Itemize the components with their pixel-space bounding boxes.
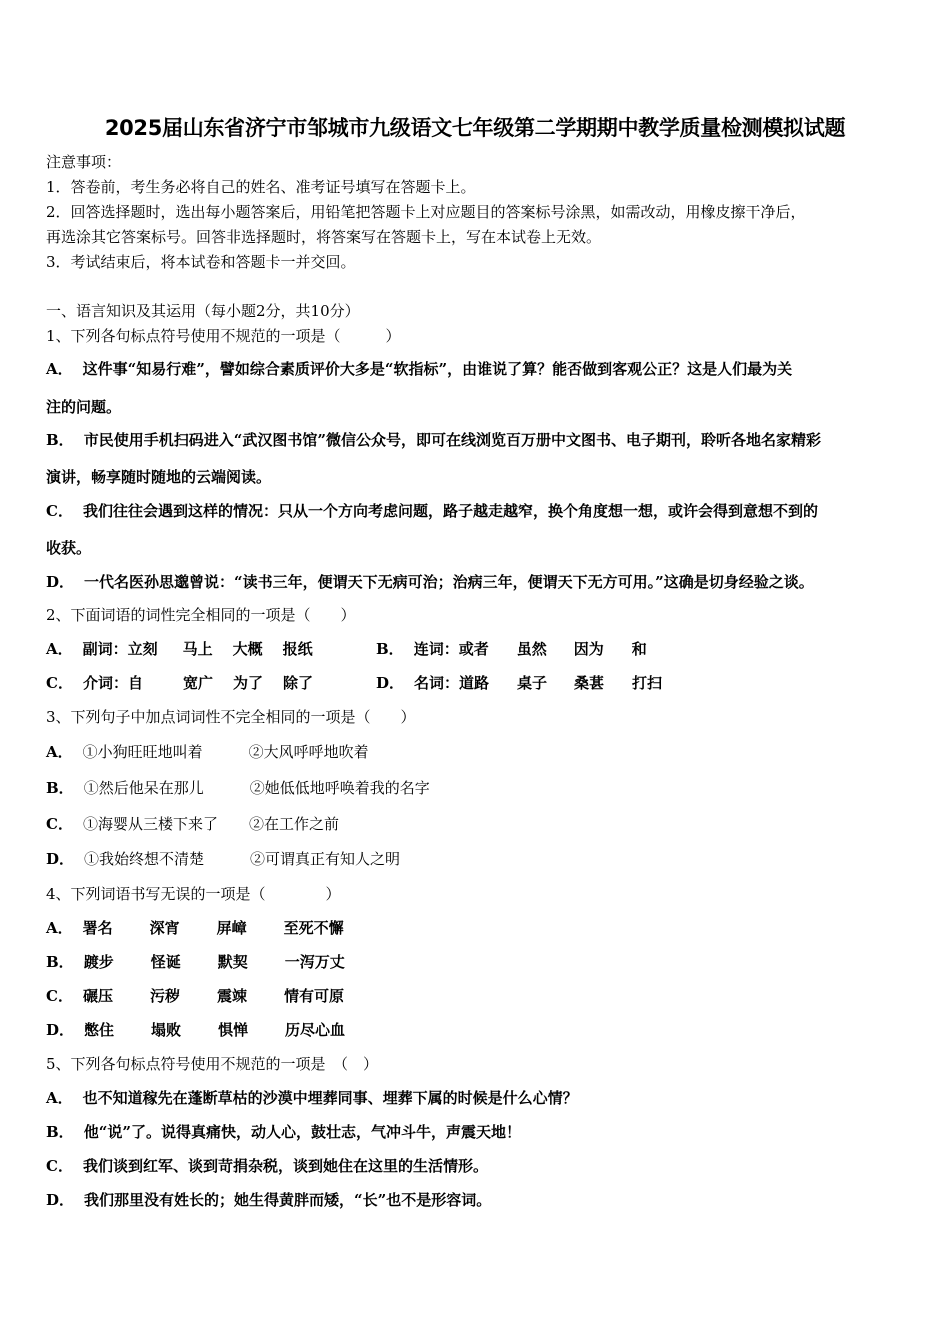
word: 马上 (182, 640, 213, 658)
option-label: B． (46, 779, 74, 797)
word: 塌败 (151, 1021, 182, 1039)
option-label: A． (46, 640, 73, 658)
q4-option-a (46, 918, 344, 938)
word: 和 (631, 640, 647, 658)
option-label: B． (46, 431, 74, 449)
word: 震竦 (216, 987, 247, 1005)
q3-option-d (46, 849, 400, 869)
option-label: C． (46, 674, 73, 692)
q5-option-b-text: 他“说”了。说得真痛快，动人心，鼓壮志，气冲斗牛，声震天地！ (83, 1123, 521, 1141)
word: 深宵 (149, 919, 180, 937)
q5-option-c (46, 1156, 488, 1176)
q5-option-a (46, 1088, 578, 1108)
word: 名词：道路 (414, 674, 490, 692)
q5-option-b (46, 1122, 521, 1142)
option-label: D． (46, 1191, 75, 1209)
word: 踱步 (83, 953, 114, 971)
word: 虽然 (516, 640, 547, 658)
word: 桌子 (517, 674, 548, 692)
q4-option-b (46, 952, 345, 972)
q1-option-d (46, 572, 814, 592)
word: 情有可原 (283, 987, 344, 1005)
option-label: D． (46, 1021, 75, 1039)
word: 惧惮 (218, 1021, 249, 1039)
q5-option-d-text: 我们那里没有姓长的；她生得黄胖而矮，“长”也不是形容词。 (84, 1191, 492, 1209)
notice-item-2-cont: 再选涂其它答案标号。回答非选择题时，将答案写在答题卡上，写在本试卷上无效。 (46, 228, 602, 246)
option-label: D． (46, 573, 75, 591)
sentence: ①然后他呆在那儿 (83, 779, 204, 797)
word: 碾压 (82, 987, 113, 1005)
word: 为了 (232, 674, 263, 692)
option-label: C． (46, 815, 73, 833)
option-label: A． (46, 919, 73, 937)
word: 历尽心血 (285, 1021, 346, 1039)
q1-option-a-cont: 注的问题。 (46, 398, 122, 416)
q1-option-a (46, 359, 792, 379)
word: 默契 (217, 953, 248, 971)
q3-option-a (46, 742, 369, 762)
q5-option-a-text: 也不知道稼先在蓬断草枯的沙漠中埋葬同事、埋葬下属的时候是什么心情？ (82, 1089, 578, 1107)
option-label: A． (46, 360, 73, 378)
q2-option-b (376, 639, 647, 659)
q1-option-b (46, 430, 821, 450)
word: 至死不懈 (283, 919, 344, 937)
q3-stem: 3、下列句子中加点词词性不完全相同的一项是（ ） (46, 708, 416, 726)
q1-option-b-text: 市民使用手机扫码进入“武汉图书馆”微信公众号，即可在线浏览百万册中文图书、电子期刊，聆听各地名家精彩 (83, 431, 821, 449)
sentence: ①我始终想不清楚 (84, 850, 205, 868)
word: 桑葚 (574, 674, 605, 692)
word: 大概 (232, 640, 263, 658)
q1-option-d-text: 一代名医孙思邈曾说：“读书三年，便谓天下无病可治；治病三年，便谓天下无方可用。”这确是切身经验之谈。 (84, 573, 814, 591)
word: 污秽 (149, 987, 180, 1005)
word: 打扫 (632, 674, 663, 692)
notice-item-3: 3．考试结束后，将本试卷和答题卡一并交回。 (46, 253, 356, 271)
option-label: B． (46, 1123, 74, 1141)
notice-item-2: 2．回答选择题时，选出每小题答案后，用铅笔把答题卡上对应题目的答案标号涂黑，如需改动，用橡皮擦干净后， (46, 203, 806, 221)
q4-stem: 4、下列词语书写无误的一项是（ ） (46, 885, 341, 903)
option-label: D． (376, 674, 405, 692)
q5-stem: 5、下列各句标点符号使用不规范的一项是 （ ） (46, 1055, 379, 1073)
word: 副词：立刻 (82, 640, 158, 658)
word: 一泻万丈 (284, 953, 345, 971)
sentence: ②她低低地呼唤着我的名字 (249, 779, 430, 797)
word: 怪诞 (150, 953, 181, 971)
word: 连词：或者 (413, 640, 489, 658)
q2-stem: 2、下面词语的词性完全相同的一项是（ ） (46, 606, 356, 624)
q3-option-b (46, 778, 430, 798)
option-label: D． (46, 850, 75, 868)
sentence: ①海婴从三楼下来了 (82, 815, 218, 833)
sentence: ②在工作之前 (248, 815, 339, 833)
option-label: B． (376, 640, 404, 658)
sentence: ①小狗旺旺地叫着 (82, 743, 203, 761)
sentence: ②可谓真正有知人之明 (250, 850, 401, 868)
notice-heading: 注意事项： (46, 153, 122, 171)
word: 宽广 (182, 674, 213, 692)
q1-option-c-text: 我们往往会遇到这样的情况：只从一个方向考虑问题，路子越走越窄，换个角度想一想，或许会得到意想不到的 (82, 502, 818, 520)
q1-option-c (46, 501, 818, 521)
q1-option-b-cont: 演讲，畅享随时随地的云端阅读。 (46, 468, 272, 486)
q1-option-c-cont: 收获。 (46, 539, 92, 557)
q2-option-d (376, 673, 662, 693)
q2-option-a (46, 639, 313, 659)
option-label: C． (46, 502, 73, 520)
q4-option-d (46, 1020, 345, 1040)
option-label: C． (46, 987, 73, 1005)
option-label: A． (46, 743, 73, 761)
section-heading: 一、语言知识及其运用（每小题2分，共10分） (46, 302, 360, 320)
word: 屏嶂 (216, 919, 247, 937)
q4-option-c (46, 986, 344, 1006)
word: 报纸 (282, 640, 313, 658)
word: 除了 (282, 674, 313, 692)
q5-option-d (46, 1190, 491, 1210)
page-title: 2025届山东省济宁市邹城市九级语文七年级第二学期期中教学质量检测模拟试题 (104, 116, 846, 140)
notice-item-1: 1．答卷前，考生务必将自己的姓名、准考证号填写在答题卡上。 (46, 178, 476, 196)
q1-stem: 1、下列各句标点符号使用不规范的一项是（ ） (46, 327, 401, 345)
q1-option-a-text: 这件事“知易行难”，譬如综合素质评价大多是“软指标”，由谁说了算？能否做到客观公正？这是人们最为关 (82, 360, 793, 378)
q5-option-c-text: 我们谈到红军、谈到苛捐杂税，谈到她住在这里的生活情形。 (82, 1157, 488, 1175)
word: 署名 (82, 919, 113, 937)
option-label: A． (46, 1089, 73, 1107)
option-label: B． (46, 953, 74, 971)
word: 憋住 (84, 1021, 115, 1039)
q2-option-c (46, 673, 313, 693)
sentence: ②大风呼呼地吹着 (248, 743, 369, 761)
word: 介词：自 (82, 674, 143, 692)
word: 因为 (573, 640, 604, 658)
option-label: C． (46, 1157, 73, 1175)
q3-option-c (46, 814, 339, 834)
